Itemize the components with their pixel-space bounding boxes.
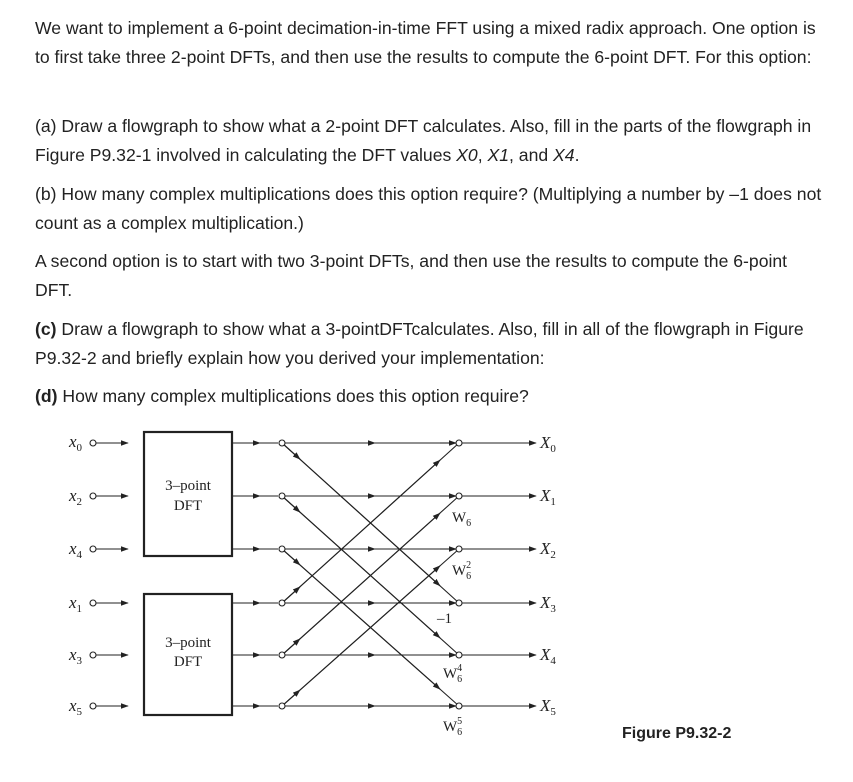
part-a-x1: X1: [487, 145, 510, 165]
input-label-3: $x_1$: [69, 593, 83, 615]
twiddle-w6-5: $W^5$ 6: [443, 716, 463, 738]
part-a-end: .: [574, 145, 580, 165]
input-label-1: $x_2$: [69, 486, 83, 508]
part-a-and: , and: [509, 145, 554, 165]
input-branch-0: [90, 440, 128, 446]
part-a-x0: X0: [456, 145, 478, 165]
input-branch-5: [90, 703, 128, 709]
input-branch-3: [90, 600, 128, 606]
input-label-2: $x_4$: [69, 539, 83, 561]
dft-block-top-line1: 3–point: [165, 478, 211, 494]
input-branches: [90, 440, 128, 709]
part-d-text: How many complex multiplications does this option require?: [57, 386, 529, 406]
twiddle-w6-4: $W^4$ 6: [443, 663, 463, 685]
part-c-text: Draw a flowgraph to show what a 3-pointDFTcalculates. Also, fill in all of the flowgraph in Figure P9.32-2 and briefly explain how you derived your implementation:: [35, 319, 804, 368]
block-outputs: [232, 443, 278, 706]
part-d-label: (d): [35, 386, 58, 406]
dft-block-bottom-line1: 3–point: [165, 635, 211, 651]
twiddle-minus-one: –1: [437, 611, 452, 627]
output-labels: [539, 433, 556, 718]
butterfly-lines: [282, 443, 459, 706]
stage-nodes: [279, 440, 285, 709]
input-label-4: $x_3$: [69, 645, 83, 667]
dft-block-bottom-line2: DFT: [173, 654, 203, 670]
twiddle-w6-2: $W^2$ 6: [452, 560, 472, 582]
twiddle-w6: $W_6$: [452, 510, 472, 529]
part-a-comma: ,: [477, 145, 488, 165]
input-label-5: $x_5$: [69, 696, 83, 718]
input-branch-1: [90, 493, 128, 499]
output-label-1: $X_1$: [540, 486, 556, 508]
input-branch-4: [90, 652, 128, 658]
part-c-label: (c): [35, 319, 57, 339]
part-a-text: (a) Draw a flowgraph to show what a 2-point DFT calculates. Also, fill in the parts of the flowgraph in Figure P9.32-1 involved in calculating the DFT values: [35, 116, 812, 165]
intro-paragraph: We want to implement a 6-point decimation-in-time FFT using a mixed radix approach. One option is to first take three 2-point DFTs, and then use the results to compute the 6-point DFT. For this option:: [35, 18, 816, 67]
dft-block-top: [144, 432, 232, 556]
output-label-3: $X_3$: [540, 593, 556, 615]
part-b-paragraph: (b) How many complex multiplications does this option require? (Multiplying a number by –1 does not count as a complex multiplication.): [35, 184, 822, 233]
input-labels: [68, 432, 83, 718]
input-branch-2: [90, 546, 128, 552]
output-label-0: $X_0$: [540, 433, 556, 455]
input-label-0: $x_0$: [69, 432, 83, 454]
part-a-x4: X4: [553, 145, 575, 165]
dft-block-top-line2: DFT: [173, 498, 203, 514]
twiddle-labels: [436, 510, 471, 738]
output-label-5: $X_5$: [540, 696, 556, 718]
output-label-2: $X_2$: [540, 539, 556, 561]
figure-caption: Figure P9.32-2: [622, 725, 732, 742]
second-option-paragraph: A second option is to start with two 3-point DFTs, and then use the results to compute the 6-point DFT.: [35, 251, 788, 300]
output-label-4: $X_4$: [540, 645, 556, 667]
